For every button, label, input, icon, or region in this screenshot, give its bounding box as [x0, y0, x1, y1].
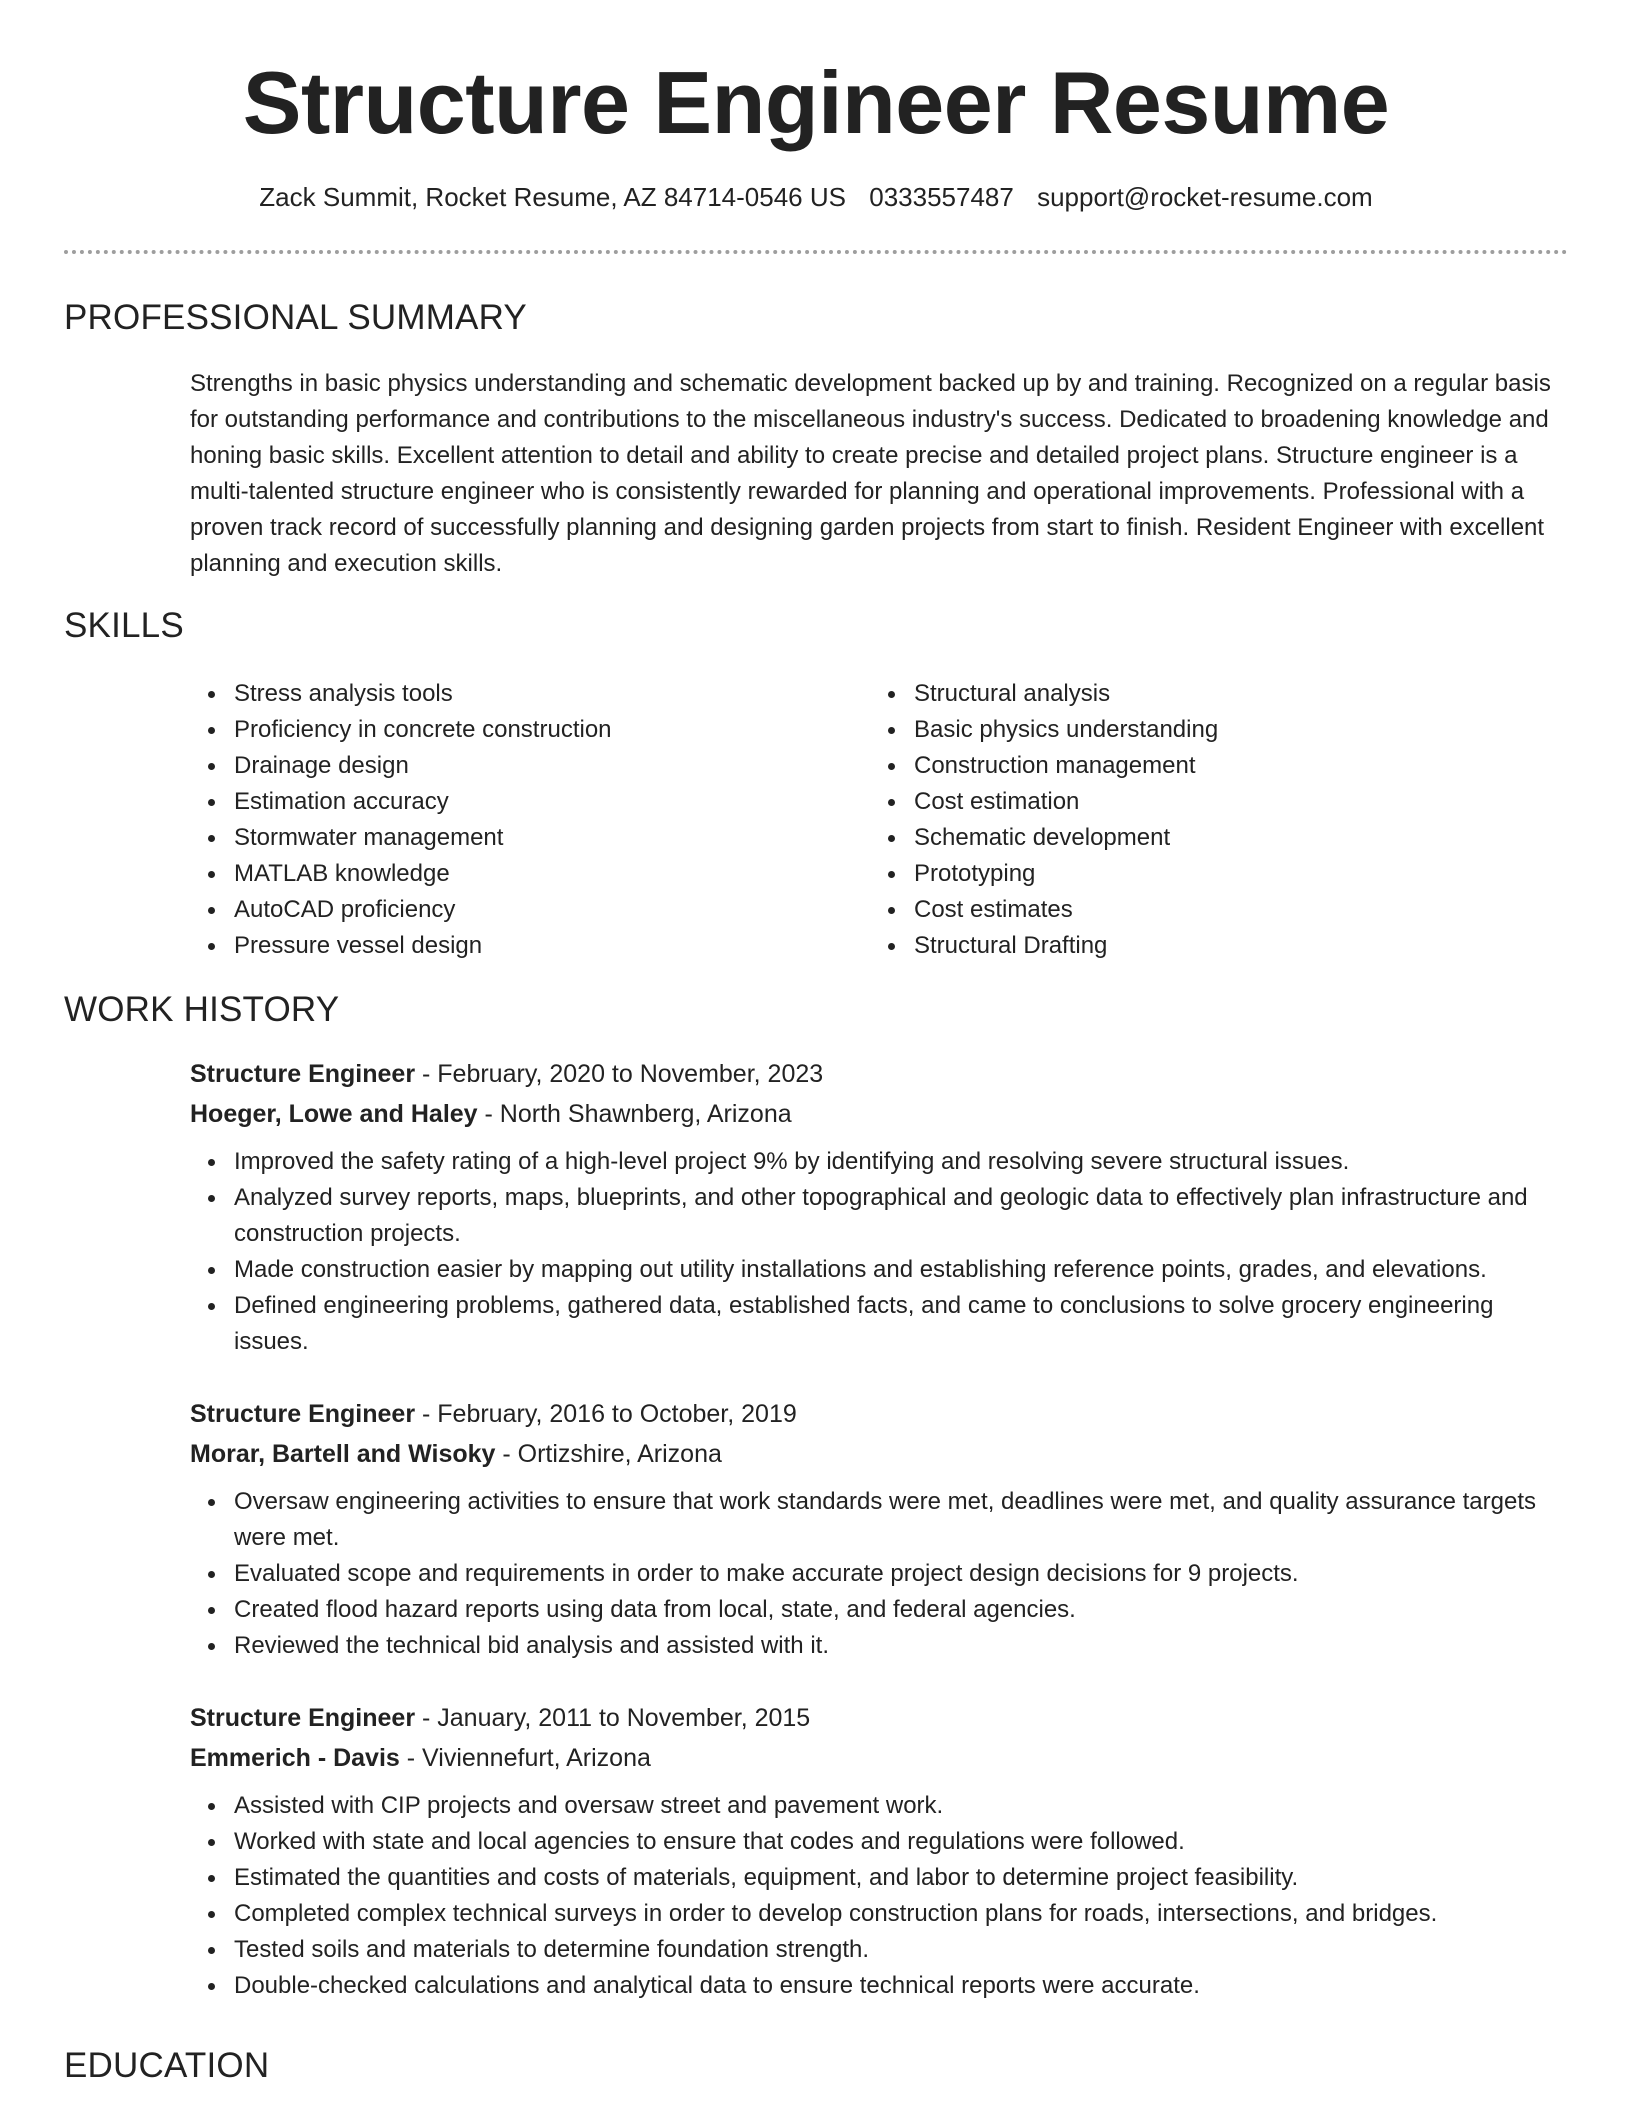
job-bullets — [190, 1788, 1570, 2004]
job-bullet: Created flood hazard reports using data from local, state, and federal agencies. — [190, 1592, 1570, 1628]
summary-text: Strengths in basic physics understanding and schematic development backed up by and training. Recognized on a regular basis for outstanding performance and contributions to the miscellaneous industry's success. Dedicated to broadening knowledge and honing basic skills. Excellent attention to detail and ability to create precise and detailed project plans. Structure engineer is a multi-talented structure engineer who is consistently rewarded for planning and operational improvements. Professional with a proven track record of successfully planning and designing garden projects from start to finish. Resident Engineer with excellent planning and execution skills. — [190, 370, 1551, 577]
skill-item: Stormwater management — [190, 820, 830, 856]
skills-list-right — [870, 676, 1510, 964]
work-history-heading: WORK HISTORY — [64, 990, 340, 1029]
job-bullet: Estimated the quantities and costs of materials, equipment, and labor to determine project feasibility. — [190, 1860, 1570, 1896]
job-dates: - February, 2016 to October, 2019 — [415, 1400, 797, 1428]
job-bullet: Tested soils and materials to determine foundation strength. — [190, 1932, 1570, 1968]
job-entry — [190, 1054, 1570, 1360]
skill-item: MATLAB knowledge — [190, 856, 830, 892]
job-role: Structure Engineer — [190, 1400, 416, 1428]
job-bullets — [190, 1484, 1570, 1664]
job-entry — [190, 1698, 1570, 2004]
job-company: Emmerich - Davis — [190, 1744, 400, 1772]
job-title-line — [190, 1054, 1570, 1094]
job-dates: - January, 2011 to November, 2015 — [415, 1704, 811, 1732]
job-bullet: Evaluated scope and requirements in order to make accurate project design decisions for 9 projects. — [190, 1556, 1570, 1592]
job-title-line — [190, 1698, 1570, 1738]
job-company: Hoeger, Lowe and Haley — [190, 1100, 478, 1128]
skill-item: Pressure vessel design — [190, 928, 830, 964]
job-location: - Viviennefurt, Arizona — [399, 1744, 651, 1772]
job-bullet: Improved the safety rating of a high-level project 9% by identifying and resolving severe structural issues. — [190, 1144, 1570, 1180]
skill-item: Cost estimation — [870, 784, 1510, 820]
skill-item: Schematic development — [870, 820, 1510, 856]
skills-list-left — [190, 676, 830, 964]
page-title: Structure Engineer Resume — [242, 53, 1390, 152]
job-company-line — [190, 1094, 1570, 1134]
skill-item: Drainage design — [190, 748, 830, 784]
job-role: Structure Engineer — [190, 1060, 416, 1088]
skills-heading: SKILLS — [64, 606, 184, 645]
skill-item: Construction management — [870, 748, 1510, 784]
job-bullet: Assisted with CIP projects and oversaw street and pavement work. — [190, 1788, 1570, 1824]
skill-item: Structural Drafting — [870, 928, 1510, 964]
summary-heading: PROFESSIONAL SUMMARY — [64, 298, 527, 337]
job-bullet: Double-checked calculations and analytical data to ensure technical reports were accurate. — [190, 1968, 1570, 2004]
job-location: - North Shawnberg, Arizona — [477, 1100, 792, 1128]
job-bullet: Analyzed survey reports, maps, blueprints, and other topographical and geologic data to effectively plan infrastructure and construction projects. — [190, 1180, 1570, 1252]
skill-item: Structural analysis — [870, 676, 1510, 712]
contact-email[interactable]: support@rocket-resume.com — [1037, 182, 1373, 212]
job-title-line — [190, 1394, 1570, 1434]
job-bullet: Reviewed the technical bid analysis and assisted with it. — [190, 1628, 1570, 1664]
job-bullets — [190, 1144, 1570, 1360]
skill-item: Proficiency in concrete construction — [190, 712, 830, 748]
skill-item: Prototyping — [870, 856, 1510, 892]
job-company-line — [190, 1738, 1570, 1778]
job-bullet: Completed complex technical surveys in order to develop construction plans for roads, intersections, and bridges. — [190, 1896, 1570, 1932]
job-bullet: Defined engineering problems, gathered data, established facts, and came to conclusions to solve grocery engineering issues. — [190, 1288, 1570, 1360]
job-role: Structure Engineer — [190, 1704, 416, 1732]
skill-item: Basic physics understanding — [870, 712, 1510, 748]
skill-item: AutoCAD proficiency — [190, 892, 830, 928]
contact-address: Zack Summit, Rocket Resume, AZ 84714-0546 US — [259, 182, 846, 212]
job-location: - Ortizshire, Arizona — [495, 1440, 722, 1468]
job-entry — [190, 1394, 1570, 1664]
contact-line — [64, 180, 1568, 214]
job-company: Morar, Bartell and Wisoky — [190, 1440, 496, 1468]
job-bullet: Worked with state and local agencies to ensure that codes and regulations were followed. — [190, 1824, 1570, 1860]
contact-phone: 0333557487 — [869, 182, 1014, 212]
job-bullet: Made construction easier by mapping out utility installations and establishing reference points, grades, and elevations. — [190, 1252, 1570, 1288]
skill-item: Cost estimates — [870, 892, 1510, 928]
education-heading: EDUCATION — [64, 2046, 270, 2085]
job-company-line — [190, 1434, 1570, 1474]
skill-item: Estimation accuracy — [190, 784, 830, 820]
job-dates: - February, 2020 to November, 2023 — [415, 1060, 824, 1088]
skill-item: Stress analysis tools — [190, 676, 830, 712]
header-divider — [64, 250, 1568, 254]
job-bullet: Oversaw engineering activities to ensure that work standards were met, deadlines were met, and quality assurance targets were met. — [190, 1484, 1570, 1556]
